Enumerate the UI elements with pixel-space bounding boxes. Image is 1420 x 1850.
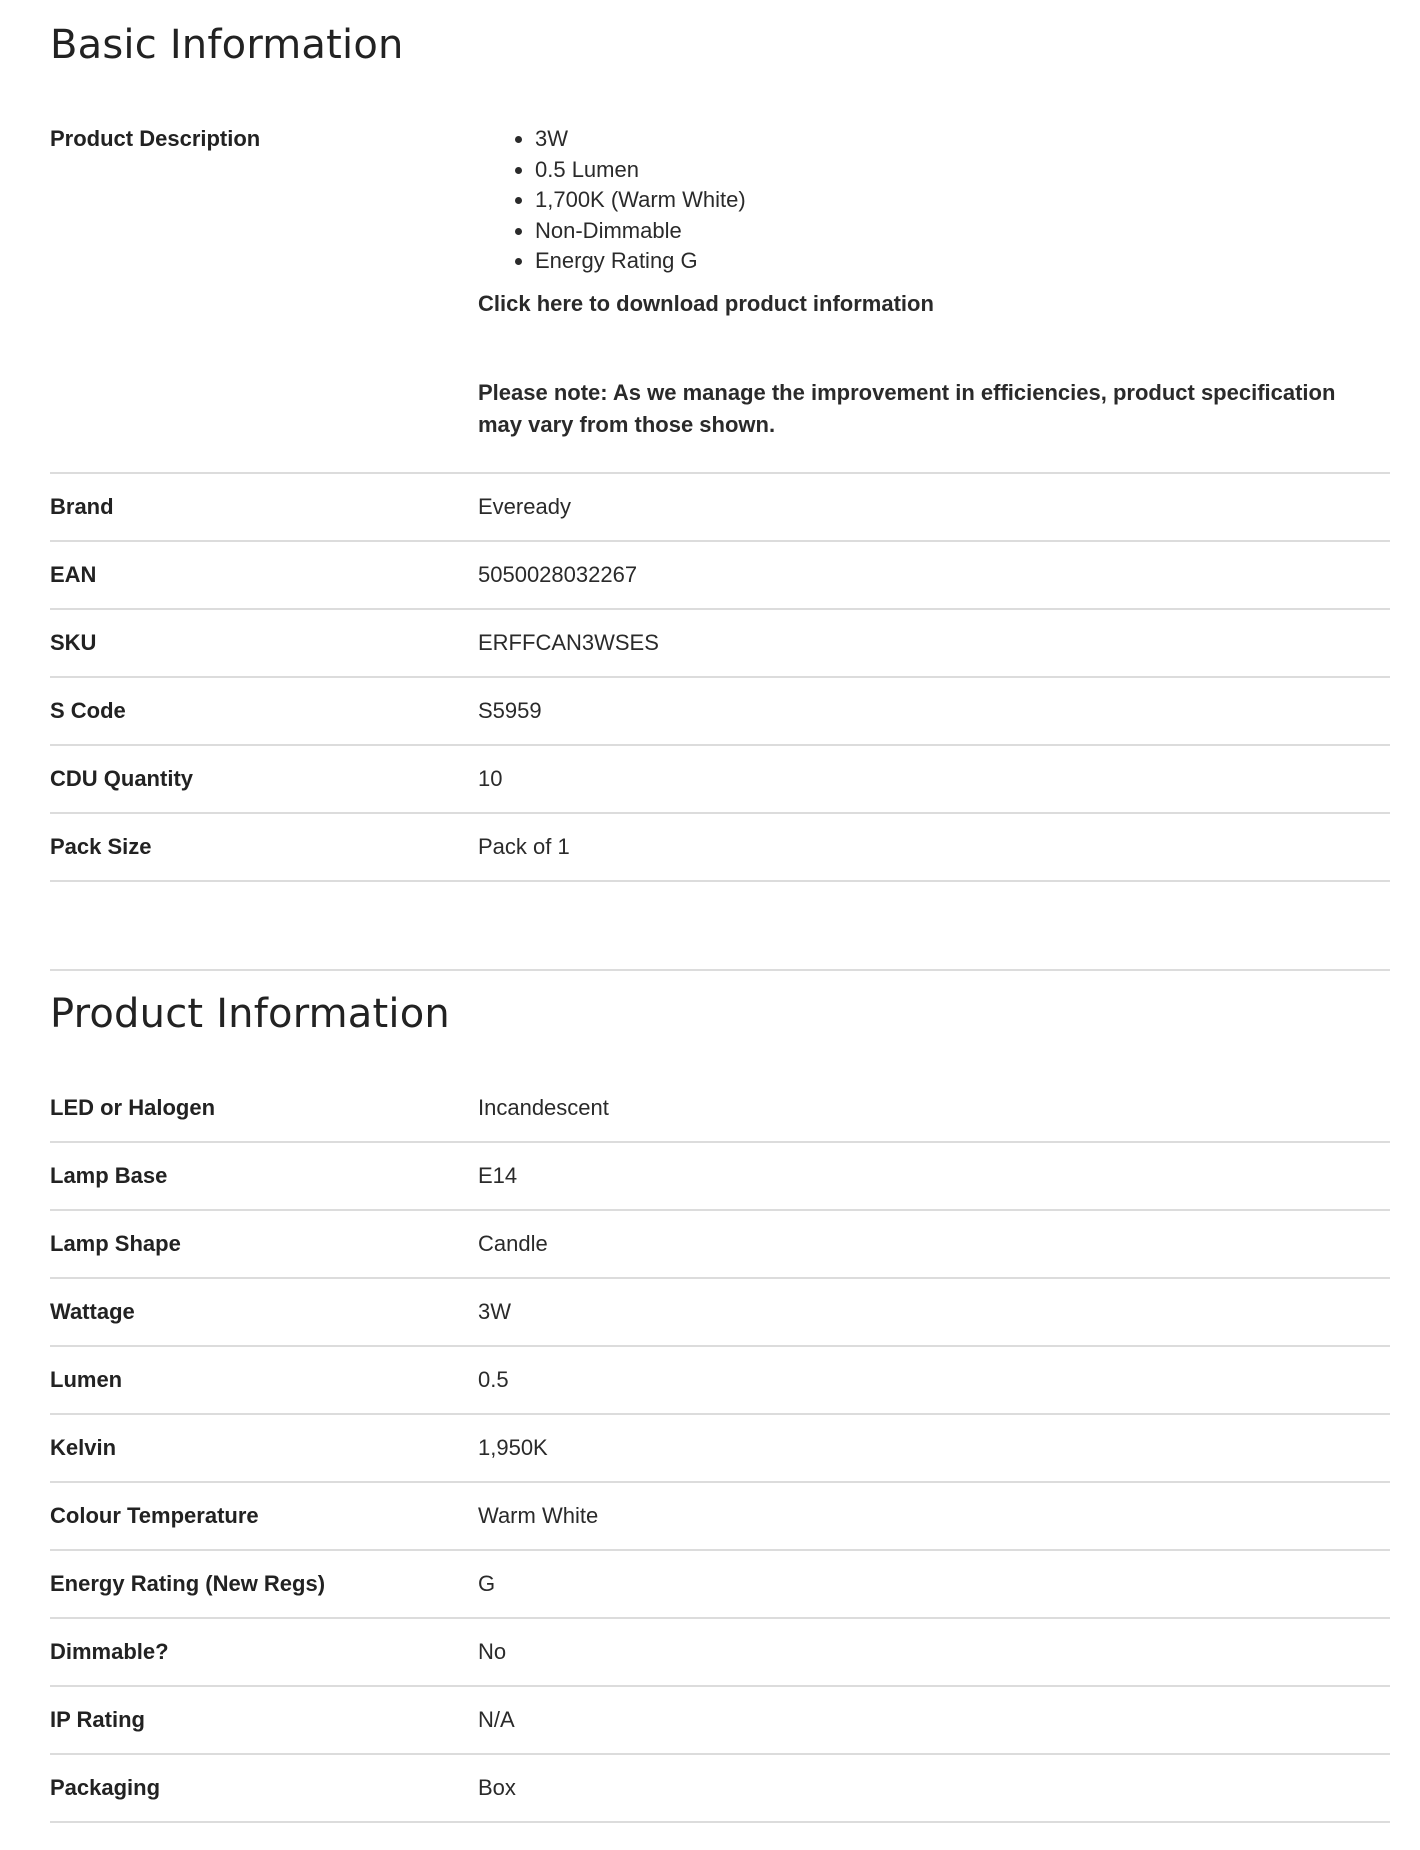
section-divider <box>50 969 1390 971</box>
table-row-packaging <box>50 1754 1390 1822</box>
row-value: ERFFCAN3WSES <box>478 609 1390 677</box>
table-row-ean <box>50 541 1390 609</box>
product-information-heading: Product Information <box>50 991 450 1037</box>
row-value: N/A <box>478 1686 1390 1754</box>
row-label: Energy Rating (New Regs) <box>50 1550 478 1618</box>
table-row-ip-rating <box>50 1686 1390 1754</box>
table-row-lamp-shape <box>50 1210 1390 1278</box>
table-row-lumen <box>50 1346 1390 1414</box>
row-label: SKU <box>50 609 478 677</box>
row-value: 0.5 <box>478 1346 1390 1414</box>
list-item: • 1,700K (Warm White) <box>535 185 1390 216</box>
row-value: Eveready <box>478 473 1390 541</box>
row-value: Pack of 1 <box>478 813 1390 881</box>
download-product-information-link[interactable]: Click here to download product information <box>478 290 934 316</box>
table-row-wattage <box>50 1278 1390 1346</box>
table-row-colour-temperature <box>50 1482 1390 1550</box>
row-label: IP Rating <box>50 1686 478 1754</box>
row-value: No <box>478 1618 1390 1686</box>
row-value: Warm White <box>478 1482 1390 1550</box>
row-label: S Code <box>50 677 478 745</box>
row-label: Lamp Base <box>50 1142 478 1210</box>
product-information-table <box>50 1093 1390 1823</box>
row-label: Brand <box>50 473 478 541</box>
row-value: S5959 <box>478 677 1390 745</box>
description-bullet-list <box>478 124 1390 277</box>
row-label: Colour Temperature <box>50 1482 478 1550</box>
row-label: Pack Size <box>50 813 478 881</box>
row-value: Candle <box>478 1210 1390 1278</box>
table-row-led-or-halogen <box>50 1093 1390 1142</box>
row-label: Lamp Shape <box>50 1210 478 1278</box>
efficiency-note: Please note: As we manage the improvement in efficiencies, product specification may vary from those shown. <box>478 379 1336 437</box>
row-label: Dimmable? <box>50 1618 478 1686</box>
row-label: Packaging <box>50 1754 478 1822</box>
list-item: • Non-Dimmable <box>535 216 1390 247</box>
table-row-kelvin <box>50 1414 1390 1482</box>
table-row-s-code <box>50 677 1390 745</box>
table-row-energy-rating <box>50 1550 1390 1618</box>
table-row-pack-size <box>50 813 1390 881</box>
basic-information-heading: Basic Information <box>50 22 404 68</box>
list-item: • Energy Rating G <box>535 246 1390 277</box>
row-label: Wattage <box>50 1278 478 1346</box>
row-value: 5050028032267 <box>478 541 1390 609</box>
row-label: Kelvin <box>50 1414 478 1482</box>
row-value: 3W <box>478 1278 1390 1346</box>
row-value: 10 <box>478 745 1390 813</box>
table-row-lamp-base <box>50 1142 1390 1210</box>
table-row-sku <box>50 609 1390 677</box>
table-row-brand <box>50 473 1390 541</box>
row-label: Product Description <box>50 126 261 151</box>
table-row-cdu-quantity <box>50 745 1390 813</box>
row-value: 1,950K <box>478 1414 1390 1482</box>
row-label: Lumen <box>50 1346 478 1414</box>
row-label: EAN <box>50 541 478 609</box>
product-description-value <box>478 124 1390 473</box>
row-label: CDU Quantity <box>50 745 478 813</box>
row-label: LED or Halogen <box>50 1095 216 1120</box>
row-value: Box <box>478 1754 1390 1822</box>
list-item: • 3W <box>535 124 1390 155</box>
table-row-dimmable <box>50 1618 1390 1686</box>
table-row-product-description <box>50 124 1390 473</box>
row-value: E14 <box>478 1142 1390 1210</box>
list-item: • 0.5 Lumen <box>535 155 1390 186</box>
row-value: G <box>478 1550 1390 1618</box>
row-value: Incandescent <box>478 1095 609 1120</box>
basic-information-table <box>50 124 1390 882</box>
